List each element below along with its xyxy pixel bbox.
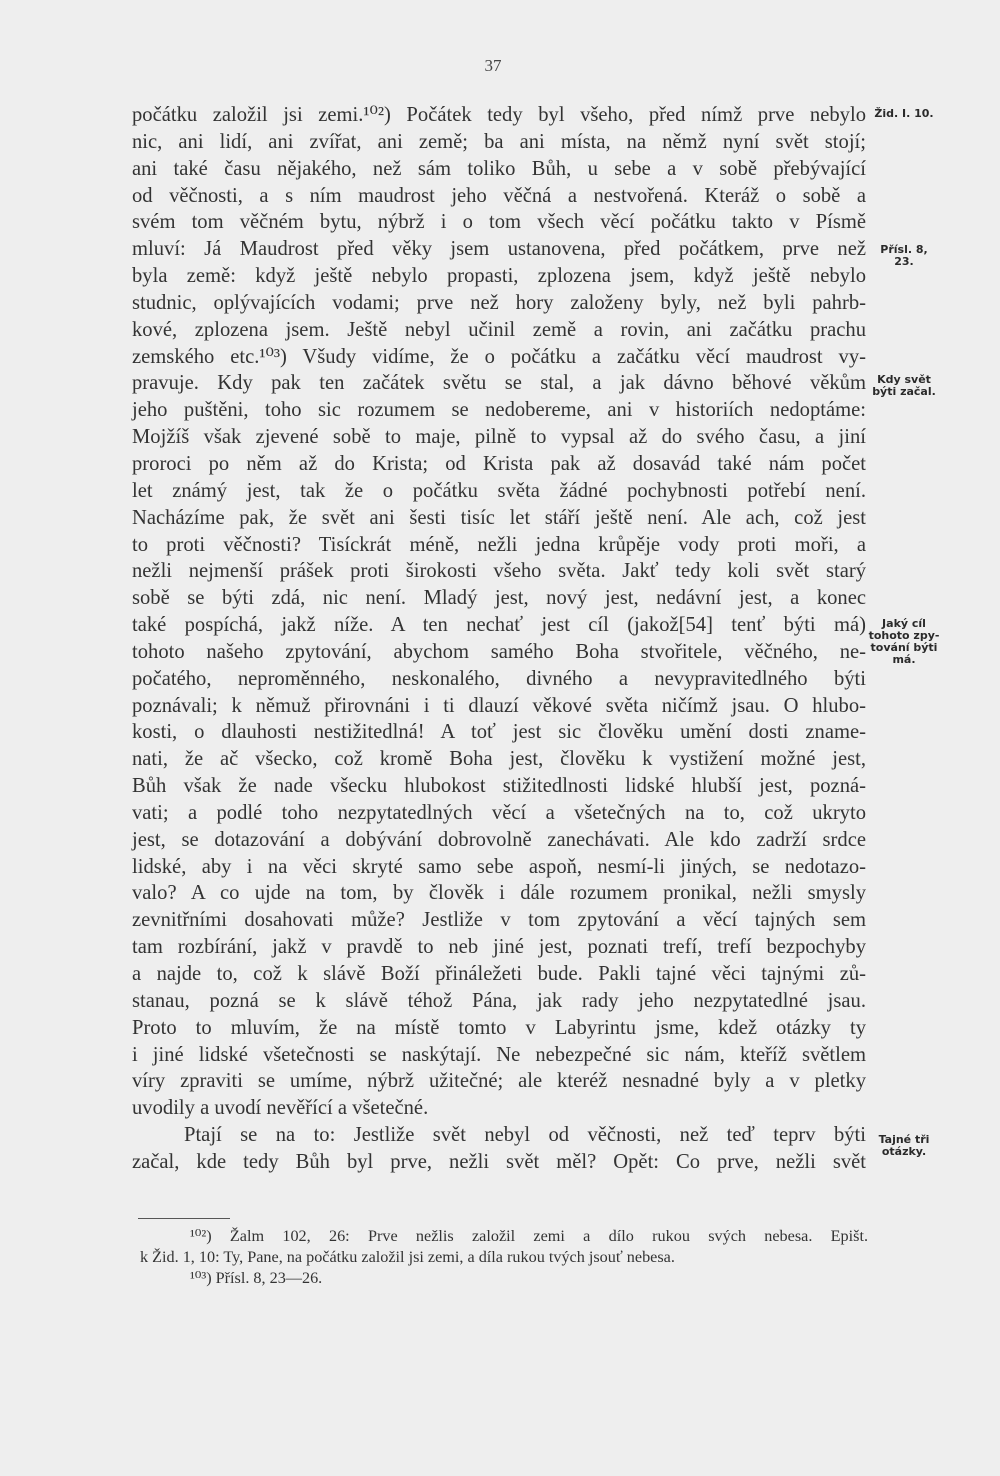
text-line: studnic, oplývajících vodami; prve než hory založeny byly, než byli pahrb- <box>132 291 866 314</box>
text-line: Bůh však že nade všecku hlubokost stižitedlnosti lidské hlubší jest, pozná- <box>132 775 866 798</box>
text-line: poznávali; k němuž přirovnáni i ti dlauzí věkové světa ničímž jsau. O hlubo- <box>132 694 866 717</box>
text-line: nic, ani lidí, ani zvířat, ani země; ba ani místa, na němž nyní svět stojí; <box>132 130 866 153</box>
text-line: valo? A co ujde na tom, by člověk i dále rozumem pronikal, nežli smysly <box>132 882 866 905</box>
text-line: nežli nejmenší prášek proti širokosti všeho světa. Jakť tedy koli svět starý <box>132 560 866 583</box>
margin-note-text: Tajné tři otázky. <box>878 1133 930 1158</box>
text-line: jest, se dotazování a dobývání dobrovolně zanechávati. Ale kdo zadrží srdce <box>132 828 866 851</box>
text-line: byla země: když ještě nebylo propasti, zplozena jsem, když ještě nebylo <box>132 265 866 288</box>
footnotes <box>140 1226 868 1289</box>
text-line: zevnitřními dosahovati může? Jestliže v tom zpytování a věcí tajných sem <box>132 909 866 932</box>
text-line: let známý jest, tak že o počátku světa žádné pochybnosti potřebí není. <box>132 479 866 502</box>
text-line: sobě se býti zdá, nic není. Mladý jest, nový jest, nedávní jest, a konec <box>132 587 866 610</box>
text-line: víry zpraviti se umíme, nýbrž užitečné; ale kteréž nesnadné byly a v pletky <box>132 1070 866 1093</box>
margin-note <box>868 108 940 120</box>
text-line: uvodily a uvodí nevěřící a všetečné. <box>132 1097 429 1120</box>
footnote-line: k Žid. 1, 10: Ty, Pane, na počátku založil jsi zemi, a díla rukou tvých jsouť nebesa. <box>140 1248 675 1266</box>
text-line: také pospíchá, jakž níže. A ten nechať jest cíl (jakož[54] tenť býti má) <box>132 614 866 637</box>
text-line: Nacházíme pak, že svět ani šesti tisíc let stáří ještě není. Ale ach, což jest <box>132 506 866 529</box>
text-line: vati; a podlé toho nezpytatedlných věcí a všetečných na to, což ukryto <box>132 801 866 824</box>
text-line: kové, zplozena jsem. Ještě nebyl učinil země a rovin, ani začátku prachu <box>132 318 866 341</box>
margin-note-text: Přísl. 8, 23. <box>880 243 928 268</box>
text-line: Ptají se na to: Jestliže svět nebyl od věčnosti, než teď teprv býti <box>184 1124 866 1147</box>
footnote-line: ¹⁰²) Žalm 102, 26: Prve nežlis založil zemi a dílo rukou svých nebesa. Epišt. <box>190 1227 868 1245</box>
text-line: počátku založil jsi zemi.¹⁰²) Počátek tedy byl všeho, před nímž prve nebylo <box>132 104 866 126</box>
text-line: Mojžíš však zjevené sobě to maje, pilně to vypsal až do svého času, a jiní <box>132 426 866 449</box>
text-line: tam rozbírání, jakž v pravdě to neb jiné jest, poznati trefí, trefí bezpochyby <box>132 936 866 959</box>
margin-note-text: Jaký cíl tohoto zpy- tování býti má. <box>868 617 940 666</box>
margin-note-text: Kdy svět býti začal. <box>872 373 936 398</box>
margin-note <box>868 618 940 666</box>
text-line: od věčnosti, a s ním maudrost jeho věčná a nestvořená. Kteráž o sobě a <box>132 184 866 207</box>
text-line: tohoto našeho zpytování, abychom samého Boha stvořitele, věčného, ne- <box>132 640 866 663</box>
text-line: lidské, aby i na věci skryté samo sebe aspoň, nesmí-li jiných, se nedotazo- <box>132 855 866 878</box>
margin-note <box>868 1134 940 1158</box>
text-line: Proto to mluvím, že na místě tomto v Labyrintu jsme, kdež otázky ty <box>132 1016 866 1039</box>
text-line: to proti věčnosti? Tisíckrát méně, nežli jedna krůpěje vody proti moři, a <box>132 533 866 556</box>
text-line: mluví: Já Maudrost před věky jsem ustanovena, před počátkem, prve než <box>132 238 866 261</box>
text-line: pravuje. Kdy pak ten začátek světu se stal, a jak dávno běhové věkům <box>132 372 866 395</box>
text-line: a najde to, což k slávě Boží přináležeti bude. Pakli tajné věci tajnými zů- <box>132 963 866 985</box>
text-line: zemského etc.¹⁰³) Všudy vidíme, že o počátku a začátku věcí maudrost vy- <box>132 345 866 368</box>
text-line: začal, kde tedy Bůh byl prve, nežli svět měl? Opět: Co prve, nežli svět <box>132 1150 866 1173</box>
footnote-divider <box>138 1218 230 1219</box>
margin-note <box>868 374 940 398</box>
text-line: počatého, neproměnného, neskonalého, divného a nevypravitedlného býti <box>132 667 866 690</box>
margin-note-text: Žid. I. 10. <box>874 107 934 120</box>
text-line: svém tom věčném bytu, nýbrž i o tom všech věcí počátku takto v Písmě <box>132 211 866 234</box>
text-line: nati, že ač všecko, což kromě Boha jest, člověku k vystižení možné jest, <box>132 748 866 771</box>
text-line: i jiné lidské všetečnosti se naskýtají. Ne nebezpečné sic nám, kteříž světlem <box>132 1043 866 1066</box>
text-line: kosti, o dlauhosti nestižitedlná! A toť jest sic člověku umění dosti zname- <box>132 721 866 744</box>
text-line: ani také času nějakého, než sám toliko Bůh, u sebe a v sobě přebývající <box>132 157 866 180</box>
footnote-line: ¹⁰³) Přísl. 8, 23—26. <box>190 1269 323 1287</box>
text-line: proroci po něm až do Krista; od Krista pak až dosavád také nám počet <box>132 452 866 475</box>
text-line: jeho puštěni, toho sic rozumem se nedobereme, ani v historiích nedoptáme: <box>132 399 866 422</box>
page-number: 37 <box>484 56 502 75</box>
body-text <box>132 102 866 1176</box>
text-line: stanau, pozná se k slávě téhož Pána, jak rady jeho nezpytatedlné jsau. <box>132 989 866 1012</box>
margin-note <box>868 244 940 268</box>
